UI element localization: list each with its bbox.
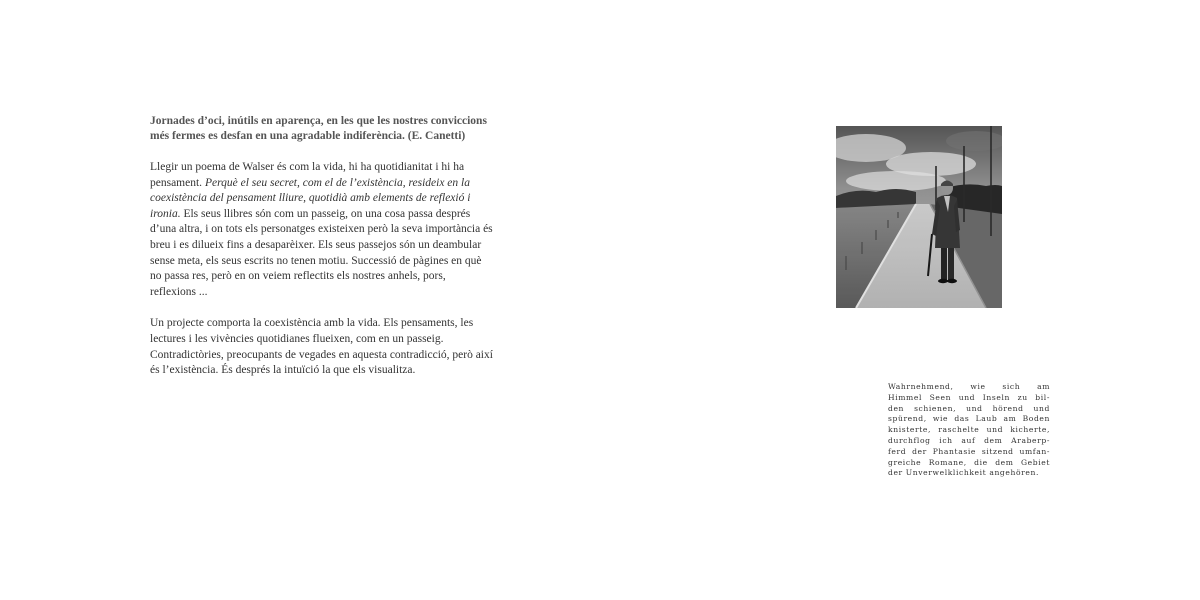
caption-line: spürend, wie das Laub am Boden (888, 414, 1050, 424)
caption-line: greiche Romane, die dem Gebiet (888, 457, 1050, 467)
paragraph-1-italic: Perquè el seu secret, com el de l’existència, resideix en la coexistència del pensament lliure, quotidià amb elements de reflexió i ironia. (150, 176, 471, 220)
caption-line: ferd der Phantasie sitzend umfan- (888, 446, 1050, 456)
caption-line: durchflog ich auf dem Araberp- (888, 435, 1050, 445)
caption-quote (888, 382, 1050, 479)
paragraph-2: Un projecte comporta la coexistència amb la vida. Els pensaments, les lectures i les vivències quotidianes flueixen, com en un passeig. Contradictòries, preocupants de vegades en aquesta contradicció, però així és l’existència. És després la intuïció la que els visualitza. (150, 317, 493, 377)
paragraph-1-text-b: Els seus llibres són com un passeig, on una cosa passa després d’una altra, i on tots els personatges existeixen però la seva importància és breu i es dilueix fins a desaparèixer. Els seus passejos són un deambular sense meta, els seus escrits no tenen motiu. Successió de pàgines en què no passa res, però en on veiem reflectits els nostres anhels, pors, reflexions ... (150, 207, 493, 298)
paragraph-1-text-a: Llegir un poema de Walser és com la vida, hi ha quotidianitat i hi ha pensament. (150, 161, 465, 189)
photograph-man-on-road (836, 126, 1002, 308)
caption-line: den schienen, und hörend und (888, 403, 1050, 413)
paragraph-1 (150, 160, 493, 300)
caption-line: Himmel Seen und Inseln zu bil- (888, 392, 1050, 402)
epigraph: Jornades d’oci, inútils en aparença, en les que les nostres conviccions més fermes es desfan en una agradable indiferència. (E. Canetti) (150, 115, 487, 142)
caption-line: knisterte, raschelte und kicherte, (888, 425, 1050, 435)
caption-line: der Unverwelklichkeit angehören. (888, 468, 1039, 478)
caption-line: Wahrnehmend, wie sich am (888, 382, 1050, 391)
left-page (150, 114, 493, 395)
